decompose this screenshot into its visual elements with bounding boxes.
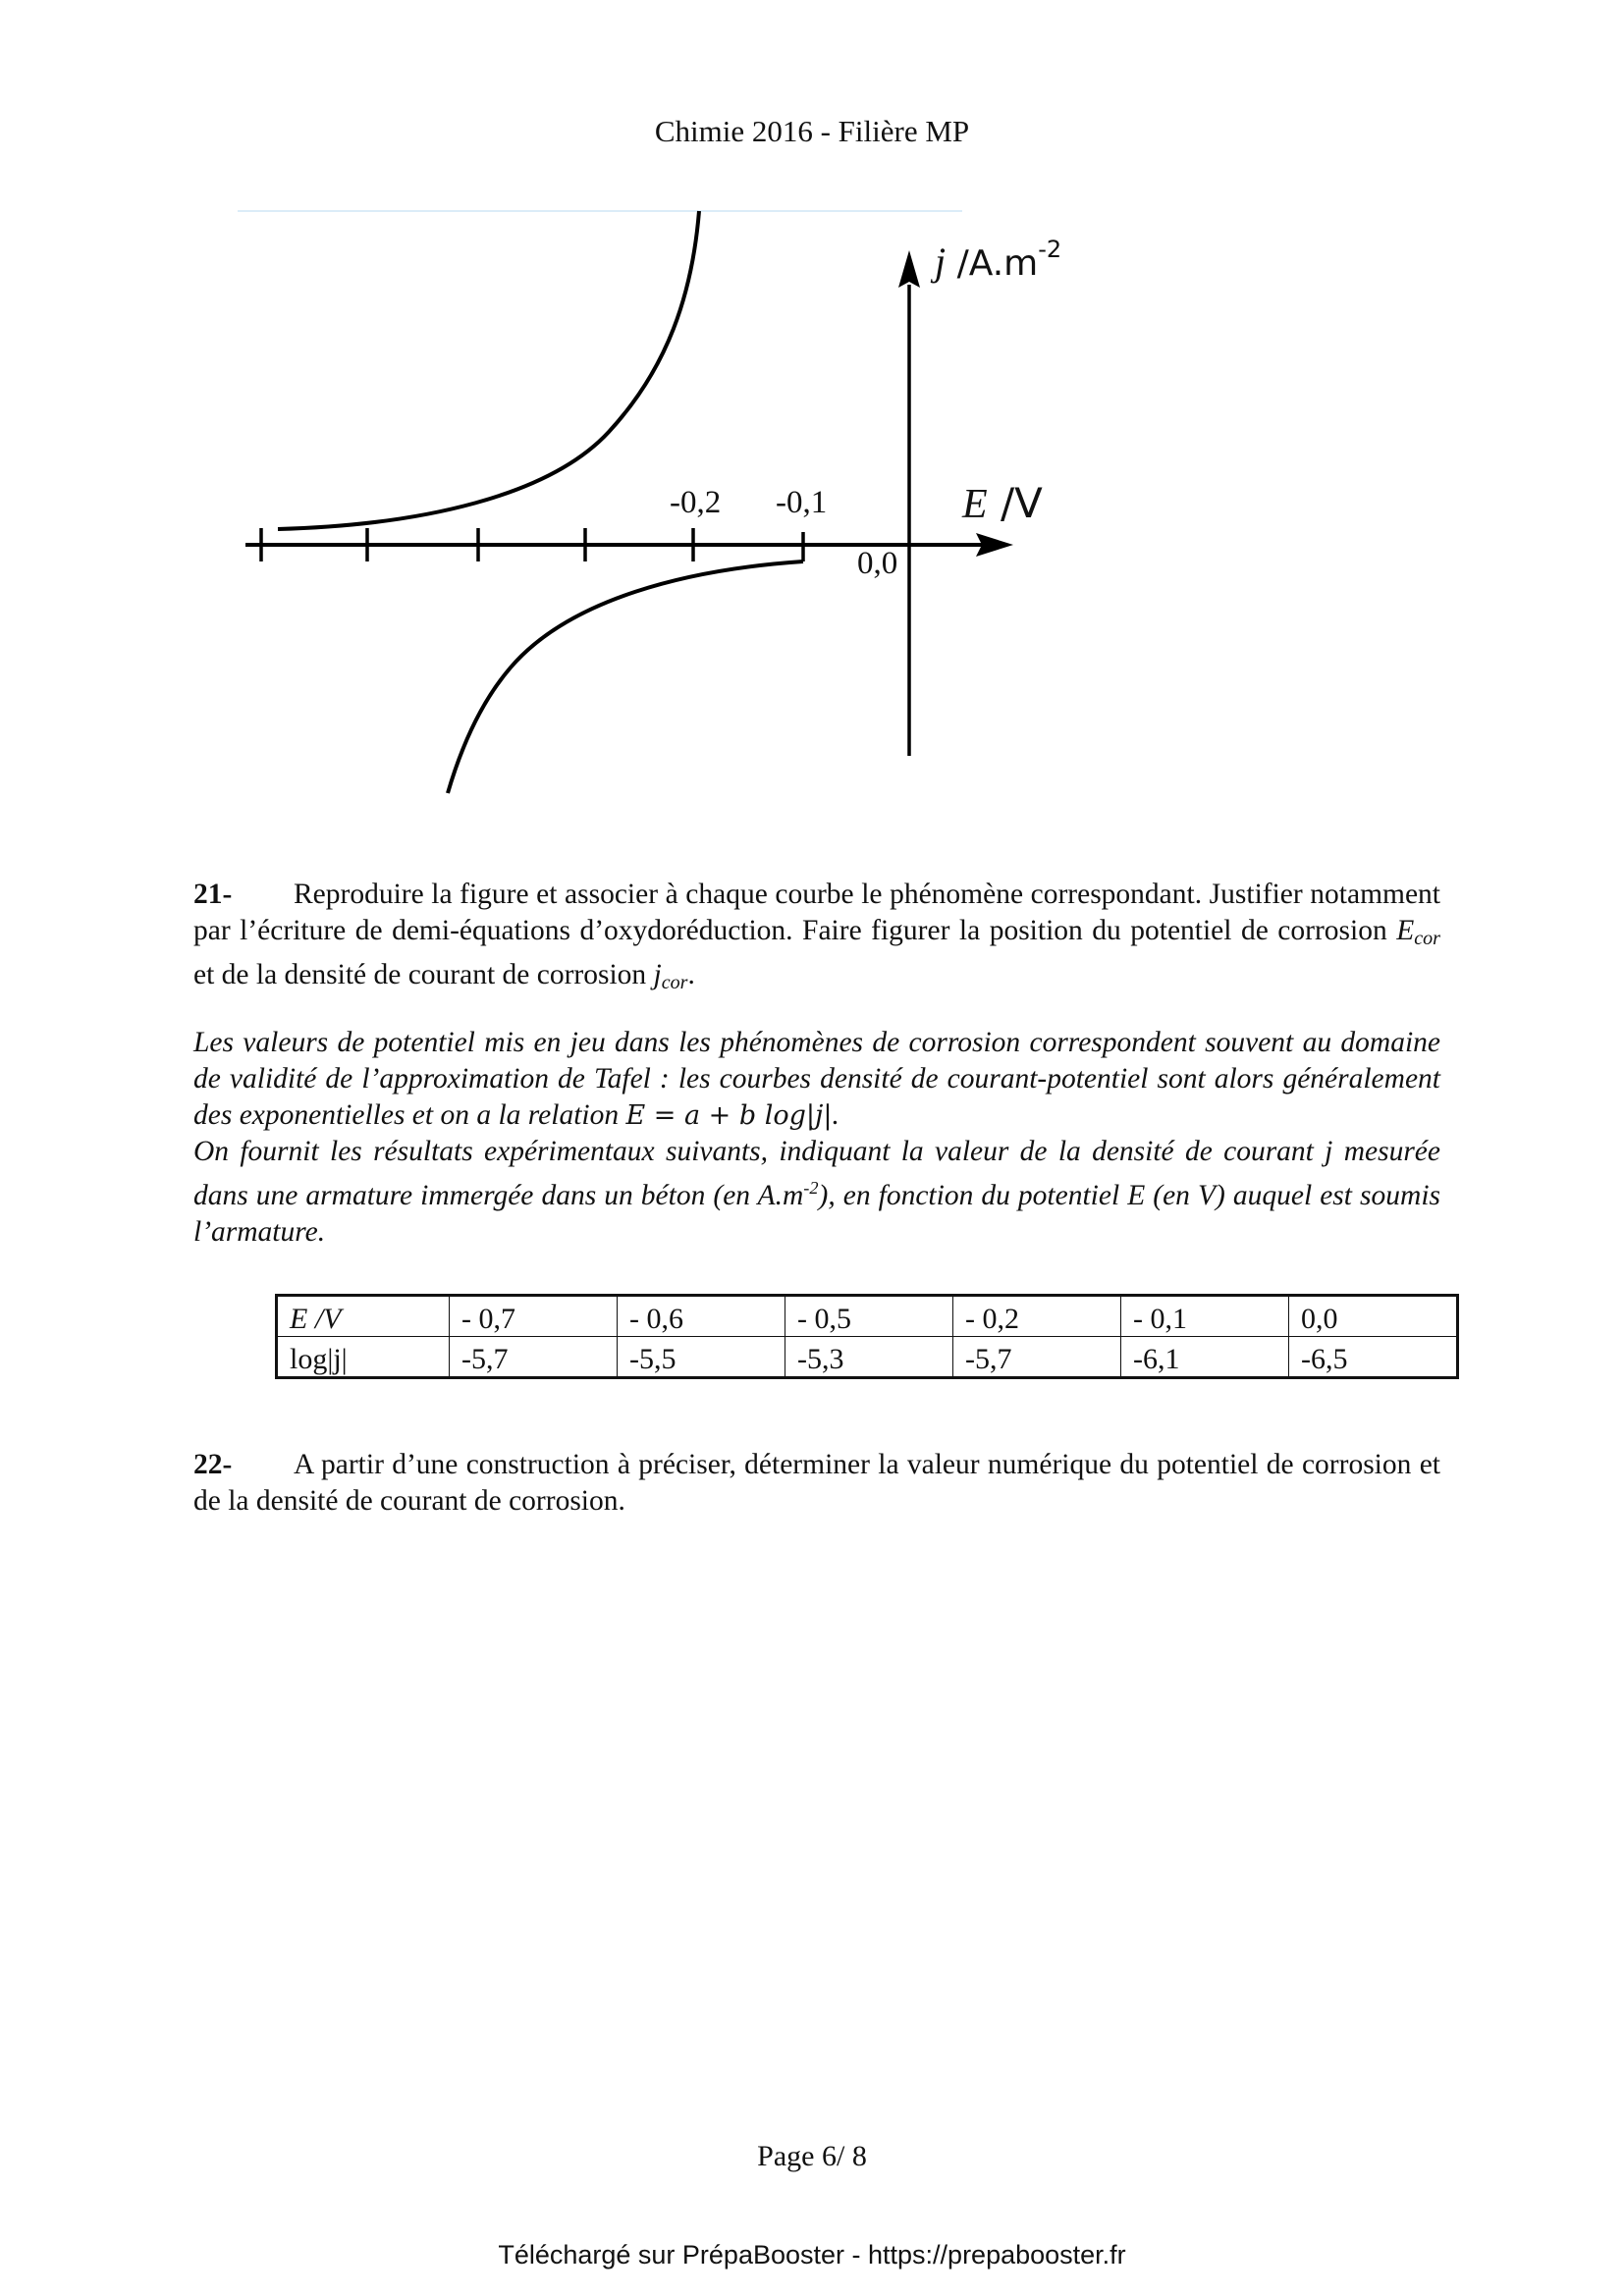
tafel-equation: E = a + b log|j| xyxy=(625,1100,833,1131)
y-axis-label xyxy=(935,236,1061,285)
data-table-container xyxy=(275,1294,1459,1379)
x-axis-label-var: E xyxy=(962,482,988,527)
jcor-symbol: j xyxy=(653,959,662,990)
table-cell: - 0,2 xyxy=(953,1296,1121,1337)
table-cell: - 0,6 xyxy=(618,1296,785,1337)
experiment-intro-text-3: On fournit les résultats expérimentaux suivants, indiquant la valeur de la densité de courant j mesurée dans une armature immergée dans un béton (en A.m xyxy=(193,1136,1440,1211)
download-footer: Téléchargé sur PrépaBooster - https://prepabooster.fr xyxy=(498,2240,1126,2269)
question-21 xyxy=(193,877,1440,1001)
question-21-number: 21- xyxy=(193,879,233,910)
question-21-text-part3: . xyxy=(687,959,695,990)
y-axis-label-exponent: -2 xyxy=(1038,236,1062,263)
unit-exponent: -2 xyxy=(803,1178,819,1198)
question-22-text: A partir d’une construction à préciser, déterminer la valeur numérique du potentiel de corrosion et de la densité de courant de corrosion. xyxy=(193,1449,1440,1517)
tick-label-origin: 0,0 xyxy=(857,546,898,581)
table-cell: 0,0 xyxy=(1289,1296,1458,1337)
y-axis-label-var: j xyxy=(935,240,947,284)
table-cell: -5,7 xyxy=(450,1337,618,1378)
tick-label-minus-0-2: -0,2 xyxy=(670,485,722,520)
tafel-intro-text-2: . xyxy=(832,1099,839,1131)
question-21-text-part1: Reproduire la figure et associer à chaque courbe le phénomène correspondant. Justifier notamment par l’écriture de demi-équations d’oxydoréduction. Faire figurer la position du potentiel de corrosion xyxy=(193,879,1440,946)
current-potential-figure xyxy=(0,0,1624,844)
table-cell: -5,7 xyxy=(953,1337,1121,1378)
table-cell: -6,1 xyxy=(1121,1337,1289,1378)
cathodic-curve xyxy=(448,561,803,793)
question-21-text-part2: et de la densité de courant de corrosion xyxy=(193,959,654,990)
table-header-E: E /V xyxy=(277,1296,450,1337)
table-row-E xyxy=(277,1296,1458,1337)
data-table xyxy=(275,1294,1459,1379)
table-cell: -5,3 xyxy=(785,1337,953,1378)
figure-svg xyxy=(0,0,1624,844)
x-axis-label-unit: /V xyxy=(987,479,1043,527)
table-header-logj: log|j| xyxy=(277,1337,450,1378)
page-number: Page 6/ 8 xyxy=(757,2140,867,2172)
x-axis-label xyxy=(962,479,1043,528)
jcor-subscript: cor xyxy=(661,972,688,993)
table-cell: - 0,1 xyxy=(1121,1296,1289,1337)
table-cell: -5,5 xyxy=(618,1337,785,1378)
table-cell: - 0,7 xyxy=(450,1296,618,1337)
anodic-curve xyxy=(278,211,699,529)
question-22-number: 22- xyxy=(193,1449,233,1480)
y-axis-arrow-icon xyxy=(898,250,920,288)
page-header: Chimie 2016 - Filière MP xyxy=(654,114,970,148)
table-cell: - 0,5 xyxy=(785,1296,953,1337)
table-cell: -6,5 xyxy=(1289,1337,1458,1378)
experiment-intro-text-4: ), en fonction du potentiel E (en V) auquel est soumis l’armature. xyxy=(193,1179,1440,1248)
tafel-intro-text-1: Les valeurs de potentiel mis en jeu dans les phénomènes de corrosion correspondent souvent au domaine de validité de l’approximation de Tafel : les courbes densité de courant-potentiel sont alors généralement des exponentielles et on a la relation xyxy=(193,1027,1440,1131)
tafel-intro xyxy=(193,1025,1440,1251)
tick-label-minus-0-1: -0,1 xyxy=(776,485,828,520)
table-row-logj xyxy=(277,1337,1458,1378)
question-22 xyxy=(193,1447,1440,1520)
y-axis-label-unit: /A.m xyxy=(946,243,1039,284)
ecor-subscript: cor xyxy=(1414,928,1440,949)
ecor-symbol: E xyxy=(1396,915,1415,946)
